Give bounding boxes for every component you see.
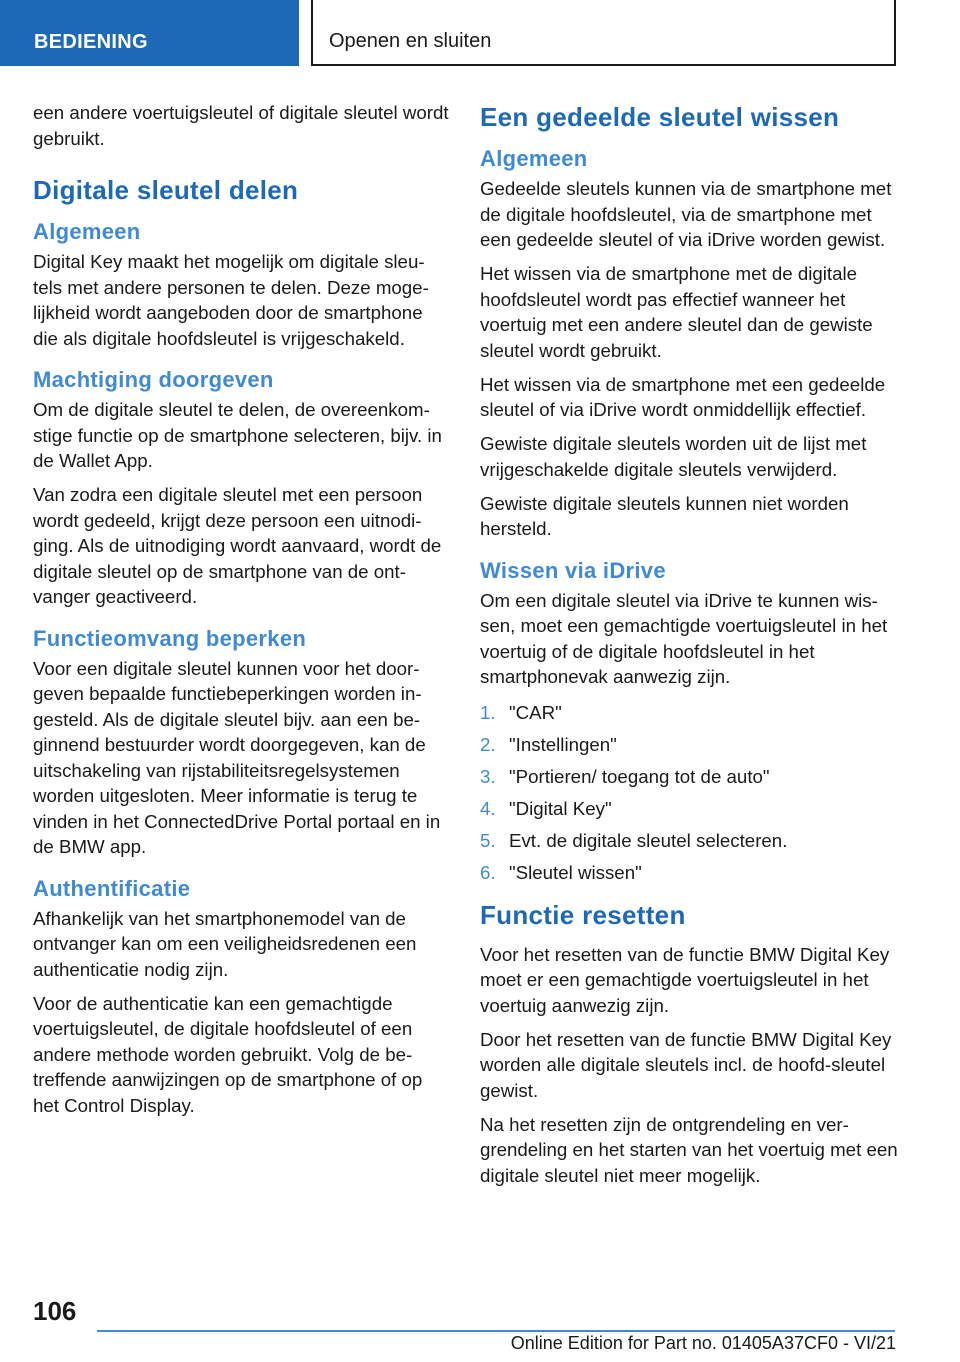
step-text: "CAR" — [509, 701, 562, 723]
step-number: 4. — [480, 798, 496, 820]
heading-gedeelde-sleutel-wissen: Een gedeelde sleutel wissen — [480, 102, 840, 132]
step-text: "Digital Key" — [509, 798, 612, 820]
footer-divider — [97, 1330, 895, 1332]
chapter-title: Openen en sluiten — [311, 0, 896, 66]
step-number: 2. — [480, 733, 496, 755]
heading-functie-resetten: Functie resetten — [480, 899, 686, 930]
paragraph-wissen-algemeen-3: Het wissen via de smartphone met een gedeelde sleutel of via iDrive wordt onmiddellijk effectief. — [480, 373, 886, 420]
list-item — [480, 828, 898, 854]
paragraph-authenticatie-1: Afhankelijk van het smartphonemodel van de ontvanger kan om een veiligheidsredenen een authenticatie nodig zijn. — [33, 907, 417, 980]
paragraph-resetten-1: Voor het resetten van de functie BMW Digital Key moet er een gemachtigde voertuigsleutel in het voertuig aanwezig zijn. — [480, 943, 890, 1016]
step-number: 6. — [480, 862, 496, 884]
list-item — [480, 796, 898, 822]
paragraph-wissen-via-idrive: Om een digitale sleutel via iDrive te kunnen wis-sen, moet een gemachtigde voertuigsleutel in het voertuig of de digitale hoofdsleutel in het smartphonevak aanwezig zijn. — [480, 589, 888, 687]
heading-algemeen-right: Algemeen — [480, 146, 588, 171]
list-item — [480, 700, 898, 726]
paragraph-resetten-3: Na het resetten zijn de ontgrendeling en ver-grendeling en het starten van het voertuig met een digitale sleutel niet meer mogelijk. — [480, 1113, 898, 1186]
heading-wissen-via-idrive: Wissen via iDrive — [480, 557, 666, 583]
heading-functieomvang-beperken: Functieomvang beperken — [33, 625, 307, 651]
step-text: "Instellingen" — [509, 733, 617, 755]
heading-algemeen: Algemeen — [33, 219, 141, 244]
list-item — [480, 764, 898, 790]
paragraph-authenticatie-2: Voor de authenticatie kan een gemachtigde voertuigsleutel, de digitale hoofdsleutel of een andere methode worden gebruikt. Volg de be-treffende aanwijzingen op de smartphone of op het Control Display. — [33, 992, 423, 1116]
left-column — [33, 100, 449, 1118]
paragraph-wissen-algemeen-5: Gewiste digitale sleutels kunnen niet worden hersteld. — [480, 492, 849, 539]
paragraph-algemeen: Digital Key maakt het mogelijk om digitale sleu-tels met andere personen te delen. Deze moge-lijkheid wordt aangeboden door de smartphone die als digitale hoofdsleutel is vrijgeschakeld. — [33, 251, 429, 349]
intro-paragraph: een andere voertuigsleutel of digitale sleutel wordt gebruikt. — [33, 102, 449, 149]
section-tab: BEDIENING — [0, 0, 299, 66]
step-number: 3. — [480, 765, 496, 787]
page-number: 106 — [33, 1296, 77, 1326]
list-item — [480, 860, 898, 886]
idrive-steps-list — [480, 700, 898, 886]
paragraph-resetten-2: Door het resetten van de functie BMW Digital Key worden alle digitale sleutels incl. de hoofd-sleutel gewist. — [480, 1028, 892, 1101]
paragraph-wissen-algemeen-1: Gedeelde sleutels kunnen via de smartphone met de digitale hoofdsleutel, via de smartphone met een gedeelde sleutel of via iDrive worden gewist. — [480, 178, 892, 250]
step-text: "Portieren/ toegang tot de auto" — [509, 765, 770, 787]
heading-digitale-sleutel-delen: Digitale sleutel delen — [33, 175, 299, 205]
step-text: "Sleutel wissen" — [509, 862, 642, 884]
paragraph-machtiging-2: Van zodra een digitale sleutel met een persoon wordt gedeeld, krijgt deze persoon een uitnodi-ging. Als de uitnodiging wordt aanvaard, wordt de digitale sleutel op de smartphone van de ont-vanger geactiveerd. — [33, 484, 442, 607]
edition-note: Online Edition for Part no. 01405A37CF0 - VI/21 — [510, 1333, 896, 1353]
heading-authentificatie: Authentificatie — [33, 875, 191, 901]
step-number: 5. — [480, 830, 496, 852]
right-column — [480, 100, 898, 1188]
paragraph-wissen-algemeen-4: Gewiste digitale sleutels worden uit de lijst met vrijgeschakelde digitale sleutels verwijderd. — [480, 433, 867, 480]
step-text: Evt. de digitale sleutel selecteren. — [509, 830, 788, 852]
paragraph-wissen-algemeen-2: Het wissen via de smartphone met de digitale hoofdsleutel wordt pas effectief wanneer het voertuig met een andere sleutel dan de gewiste sleutel wordt gebruikt. — [480, 263, 873, 361]
paragraph-functieomvang: Voor een digitale sleutel kunnen voor het door-geven bepaalde functiebeperkingen worden in-gesteld. Als de digitale sleutel bijv. aan een be-ginnend bestuurder wordt doorgegeven, kan de uitschakeling van rijstabiliteitsregelsystemen worden uitgesloten. Meer informatie is terug te vinden in het ConnectedDrive Portal portaal en in de BMW app. — [33, 657, 441, 857]
heading-machtiging-doorgeven: Machtiging doorgeven — [33, 367, 274, 392]
list-item — [480, 732, 898, 758]
step-number: 1. — [480, 701, 496, 723]
paragraph-machtiging-1: Om de digitale sleutel te delen, de overeenkom-stige functie op de smartphone selecteren, bijv. in de Wallet App. — [33, 399, 442, 471]
